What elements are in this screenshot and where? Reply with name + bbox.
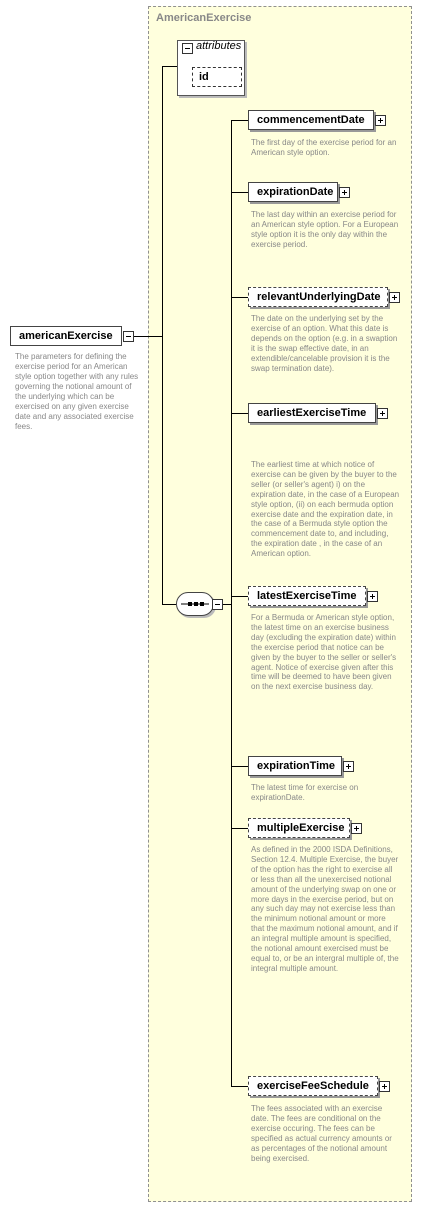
connector-relevantUnderlyingDate (231, 297, 248, 298)
element-earliestExerciseTime[interactable]: earliestExerciseTime (248, 403, 376, 423)
description-relevantUnderlyingDate: The date on the underlying set by the exercise of an option. What this date is depends on the option (e.g. in a swaption it is the swap effective date, in an extendible/cancelable provision it is the swap termination date). (251, 314, 398, 373)
description-earliestExerciseTime: The earliest time at which notice of exercise can be given by the buyer to the seller (or seller's agent) i) on the expiration date, in the case of a European style option, (ii) on each bermuda option exercise date and the expiration date, in the case of a Bermuda style option the commencement date to, and including, the expiration date , in the case of an American option. (251, 460, 400, 559)
description-latestExerciseTime: For a Bermuda or American style option, the latest time on an exercise business day (excluding the expiration date) within the exercise period that notice can be given by the buyer to the seller or seller's agent. Notice of exercise given after this time will be deemed to have been given on the next exercise business day. (251, 613, 397, 692)
element-relevantUnderlyingDate[interactable]: relevantUnderlyingDate (248, 287, 388, 307)
description-expirationTime: The latest time for exercise on expirationDate. (251, 783, 359, 802)
connector-latestExerciseTime (231, 596, 248, 597)
element-expirationTime[interactable]: expirationTime (248, 756, 342, 776)
root-description: The parameters for defining the exercise period for an American style option together with any rules governing the notional amount of the underlying which can be exercised on any given exercise date and any associated exercise fees. (15, 352, 139, 431)
description-exerciseFeeSchedule: The fees associated with an exercise date. The fees are conditional on the exercise occuring. The fees can be specified as actual currency amounts or as percentages of the notional amount being exercised. (251, 1104, 392, 1163)
connector-trunk (162, 66, 163, 604)
description-commencementDate: The first day of the exercise period for an American style option. (251, 138, 397, 157)
element-expirationDate[interactable]: expirationDate (248, 182, 338, 202)
expand-icon[interactable] (379, 1081, 390, 1092)
element-latestExerciseTime[interactable]: latestExerciseTime (248, 586, 366, 606)
connector-earliestExerciseTime (231, 413, 248, 414)
connector-commencementDate (231, 120, 248, 121)
connector-exerciseFeeSchedule (231, 1086, 248, 1087)
attribute-id[interactable]: id (192, 67, 242, 87)
expand-icon[interactable] (343, 761, 354, 772)
connector-attributes (162, 66, 177, 67)
description-multipleExercise: As defined in the 2000 ISDA Definitions, Section 12.4. Multiple Exercise, the buyer of the option has the right to exercise all or less than all the unexercised notional amount of the underlying swap on one or more days in the exercise period, but on any such day may not exercise less than the minimum notional amount or more that the maximum notional amount, and if an integral multiple amount is specified, the notional amount exercised must be equal to, or be an intergral multiple of, the integral multiple amount. (251, 845, 399, 973)
root-element[interactable]: americanExercise (10, 326, 122, 346)
element-commencementDate[interactable]: commencementDate (248, 110, 374, 130)
expand-icon[interactable] (389, 292, 400, 303)
complex-type-title: AmericanExercise (156, 12, 252, 24)
element-multipleExercise[interactable]: multipleExercise (248, 818, 350, 838)
connector-expirationDate (231, 192, 248, 193)
sequence-collapse-icon[interactable] (212, 599, 223, 610)
expand-icon[interactable] (367, 591, 378, 602)
attributes-collapse-icon[interactable] (182, 43, 193, 54)
connector-multipleExercise (231, 828, 248, 829)
attributes-label: attributes (196, 40, 242, 52)
expand-icon[interactable] (377, 408, 388, 419)
sequence-icon (177, 593, 213, 615)
connector-sequence (162, 604, 176, 605)
expand-icon[interactable] (339, 187, 350, 198)
root-collapse-icon[interactable] (123, 331, 134, 342)
connector-children-spine (231, 120, 232, 1086)
element-exerciseFeeSchedule[interactable]: exerciseFeeSchedule (248, 1076, 378, 1096)
connector-root (134, 336, 162, 337)
expand-icon[interactable] (375, 115, 386, 126)
description-expirationDate: The last day within an exercise period for an American style option. For a European style option it is the only day within the exercise period. (251, 210, 399, 249)
sequence-compositor[interactable] (176, 592, 214, 616)
expand-icon[interactable] (351, 823, 362, 834)
connector-expirationTime (231, 766, 248, 767)
